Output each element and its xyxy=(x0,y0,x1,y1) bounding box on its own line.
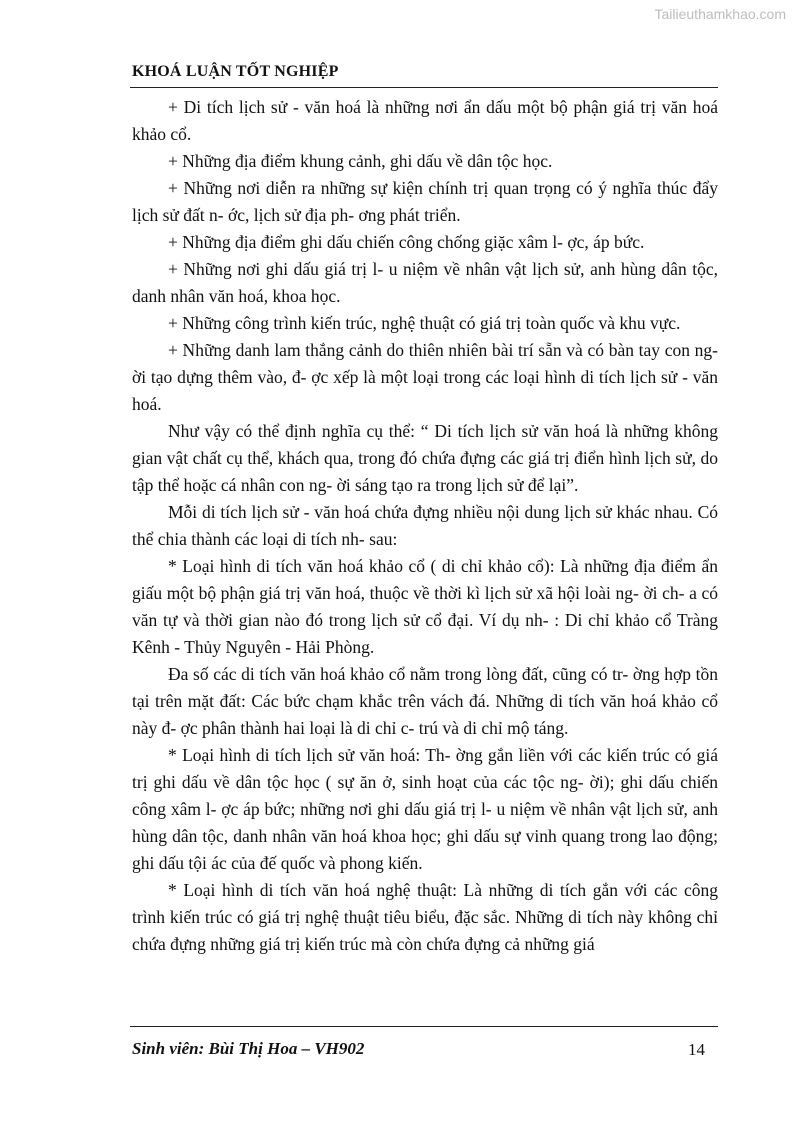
header-title: KHOÁ LUẬN TỐT NGHIỆP xyxy=(132,63,339,80)
paragraph: * Loại hình di tích lịch sử văn hoá: Th- ờng gắn liền với các kiến trúc có giá trị ghi dấu về dân tộc học ( sự ăn ở, sinh hoạt của các tộc ng- ời); ghi dấu chiến công xâm l- ợc áp bức; những nơi ghi dấu giá trị l- u niệm về nhân vật lịch sử, anh hùng dân tộc, danh nhân văn hoá khoa học; ghi dấu sự vinh quang trong lao động; ghi dấu tội ác của đế quốc và phong kiến. xyxy=(132,745,718,873)
paragraph: + Di tích lịch sử - văn hoá là những nơi ẩn dấu một bộ phận giá trị văn hoá khảo cổ. xyxy=(132,97,718,144)
watermark-text: Tailieuthamkhao.com xyxy=(654,6,786,22)
document-body xyxy=(132,94,718,958)
paragraph: * Loại hình di tích văn hoá nghệ thuật: Là những di tích gắn với các công trình kiến trúc có giá trị nghệ thuật tiêu biểu, đặc sắc. Những di tích này không chỉ chứa đựng những giá trị kiến trúc mà còn chứa đựng cả những giá xyxy=(132,880,718,954)
paragraph: Mỗi di tích lịch sử - văn hoá chứa đựng nhiều nội dung lịch sử khác nhau. Có thể chia thành các loại di tích nh- sau: xyxy=(132,502,718,549)
paragraph: + Những công trình kiến trúc, nghệ thuật có giá trị toàn quốc và khu vực. xyxy=(168,313,681,333)
paragraph: Như vậy có thể định nghĩa cụ thể: “ Di tích lịch sử văn hoá là những không gian vật chất cụ thể, khách qua, trong đó chứa đựng các giá trị điển hình lịch sử, do tập thể hoặc cá nhân con ng- ời sáng tạo ra trong lịch sử để lại”. xyxy=(132,421,718,495)
footer-student: Sinh viên: Bùi Thị Hoa – VH902 xyxy=(132,1039,365,1058)
paragraph: + Những danh lam thắng cảnh do thiên nhiên bài trí sẵn và có bàn tay con ng- ời tạo dựng thêm vào, đ- ợc xếp là một loại trong các loại hình di tích lịch sử - văn hoá. xyxy=(132,340,718,414)
page-number: 14 xyxy=(688,1040,705,1059)
paragraph: + Những nơi diễn ra những sự kiện chính trị quan trọng có ý nghĩa thúc đẩy lịch sử đất n- ớc, lịch sử địa ph- ơng phát triển. xyxy=(132,178,718,225)
footer-divider xyxy=(130,1026,718,1027)
header-divider xyxy=(130,87,718,88)
paragraph: + Những nơi ghi dấu giá trị l- u niệm về nhân vật lịch sử, anh hùng dân tộc, danh nhân văn hoá, khoa học. xyxy=(132,259,718,306)
paragraph: + Những địa điểm ghi dấu chiến công chống giặc xâm l- ợc, áp bức. xyxy=(168,232,645,252)
paragraph: Đa số các di tích văn hoá khảo cổ nằm trong lòng đất, cũng có tr- ờng hợp tồn tại trên mặt đất: Các bức chạm khắc trên vách đá. Những di tích văn hoá khảo cổ này đ- ợc phân thành hai loại là di chỉ c- trú và di chỉ mộ táng. xyxy=(132,664,718,738)
paragraph: + Những địa điểm khung cảnh, ghi dấu về dân tộc học. xyxy=(168,151,553,171)
paragraph: * Loại hình di tích văn hoá khảo cổ ( di chỉ khảo cổ): Là những địa điểm ẩn giấu một bộ phận giá trị văn hoá, thuộc về thời kì lịch sử xã hội loài ng- ời ch- a có văn tự và thời gian nào đó trong lịch sử cổ đại. Ví dụ nh- : Di chỉ khảo cổ Tràng Kênh - Thủy Nguyên - Hải Phòng. xyxy=(132,556,718,657)
